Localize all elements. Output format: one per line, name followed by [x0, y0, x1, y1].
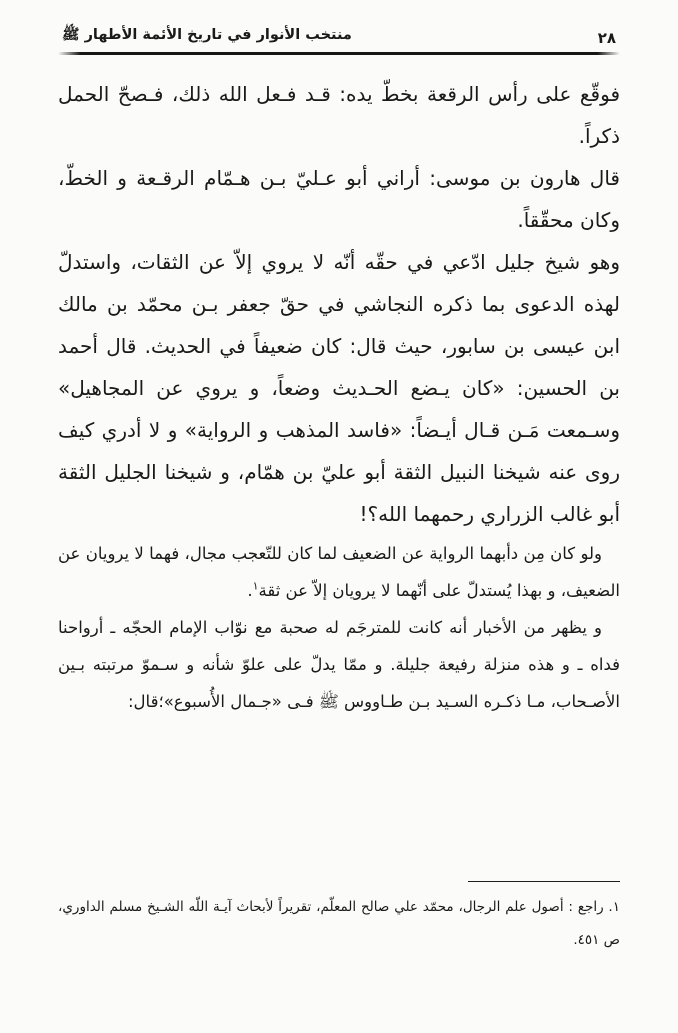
paragraph: و يظهر من الأخبار أنه كانت للمترجَم له صحبة مع نوّاب الإمام الحجّه ـ أرواحنا فداه ـ و هذه منزلة رفيعة جليلة. و ممّا يدلّ على علوّ شأنه و سـموّ مرتبته بـين الأصـحاب، مـا ذكـره السـيد بـن طـاووس ﷺ فـى «جـمال الأُسبوع»؛قال:	[58, 618, 620, 711]
footnote-ref: ١	[252, 579, 259, 593]
page-number: ٢٨	[597, 29, 616, 47]
book-title: منتخب الأنوار في تاريخ الأئمة الأطهار ﷺ	[62, 27, 352, 43]
footnote-separator	[468, 881, 620, 882]
body-text	[58, 73, 620, 720]
header-rule	[58, 52, 620, 55]
paragraph: وهو شيخ جليل ادّعي في حقّه أنّه لا يروي إلاّ عن الثقات، واستدلّ لهذه الدعوى بما ذكره النجاشي في حقّ جعفر بـن محمّد بن مالك ابن عيسى بن سابور، حيث قال: كان ضعيفاً في الحديث. قال أحمد بن الحسين: «كان يـضع الحـديث وضعاً، و يروي عن المجاهيل» وسـمعت مَـن قـال أيـضاً: «فاسد المذهب و الرواية» و لا أدري كيف روى عنه شيخنا النبيل الثقة أبو عليّ بن همّام، و شيخنا الجليل الثقة أبو غالب الزراري رحمهما الله؟!	[58, 250, 620, 526]
paragraph: ولو كان مِن دأبهما الرواية عن الضعيف لما كان للتّعجب مجال، فهما لا يرويان عن الضعيف، و بهذا يُستدلّ على أنّهما لا يرويان إلاّ عن ثقة$^١$.	[58, 544, 620, 600]
page-header	[58, 26, 620, 52]
paragraph: قال هارون بن موسى: أراني أبو عـليّ بـن هـمّام الرقـعة و الخطّ، وكان محقّقاً.	[58, 166, 620, 232]
footnote: ١. راجع : أصول علم الرجال، محمّد علي صالح المعلّم، تقريراً لأبحاث آيـة اللّه الشـيخ مسلم الداوري، ص ٤٥١.	[58, 899, 620, 948]
footnote-area	[58, 881, 620, 957]
paragraph: فوقّع على رأس الرقعة بخطّ يده: قـد فـعل الله ذلك، فـصحّ الحمل ذكراً.	[58, 82, 620, 148]
